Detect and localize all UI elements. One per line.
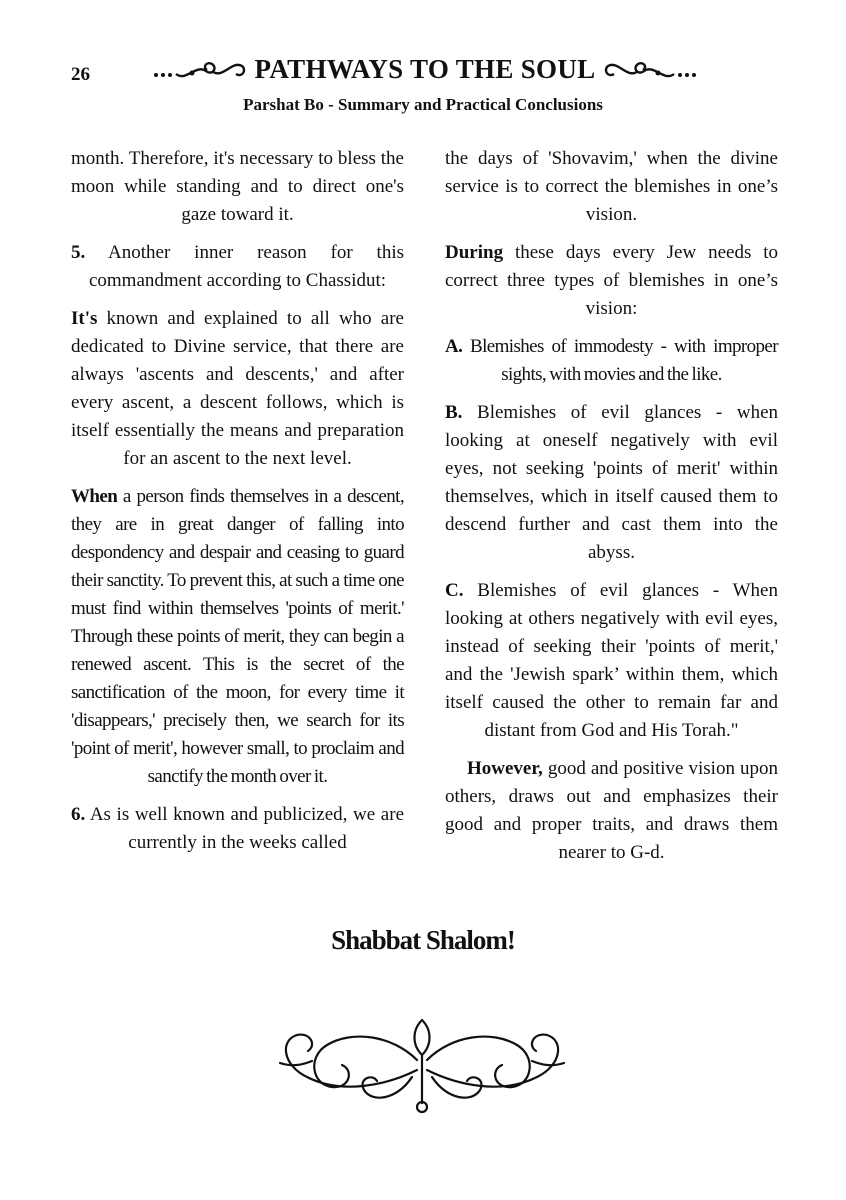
paragraph-text: As is well known and publicized, we are currently in the weeks called xyxy=(85,804,404,853)
left-column xyxy=(71,145,404,867)
paragraph xyxy=(445,577,778,745)
paragraph-lead: When xyxy=(71,486,118,507)
paragraph-lead: 6. xyxy=(71,804,86,825)
closing-greeting: Shabbat Shalom! xyxy=(331,925,515,955)
flourish-right-icon xyxy=(603,54,698,84)
paragraph-text: month. Therefore, it's necessary to bless the moon while standing and to direct one's gaze toward it. xyxy=(71,148,404,225)
paragraph-lead: B. xyxy=(445,402,463,423)
paragraph xyxy=(445,333,778,389)
paragraph xyxy=(445,239,778,323)
paragraph-lead: During xyxy=(445,242,504,263)
paragraph-lead: It's xyxy=(71,308,98,329)
scroll-ornament-icon xyxy=(272,1015,572,1115)
paragraph xyxy=(71,305,404,473)
paragraph-text: known and explained to all who are dedicated to Divine service, that there are always 'ascents and descents,' and after every ascent, a descent follows, which is itself essentially the means and preparation for an ascent to the next level. xyxy=(71,308,404,469)
flourish-left-icon xyxy=(152,54,247,84)
paragraph-lead: 5. xyxy=(71,242,86,263)
paragraph-text: a person finds themselves in a descent, they are in great danger of falling into despondency and despair and ceasing to guard their sanctity. To prevent this, at such a time one must find within themselves 'points of merit.' Through these points of merit, they can begin a renewed ascent. This is the secret of the sanctification of the moon, for every time it 'disappears,' precisely then, we search for its 'point of merit', however small, to proclaim and sanctify the month over it. xyxy=(71,486,404,787)
paragraph-text: good and positive vision upon others, draws out and emphasizes their good and proper traits, and draws them nearer to G-d. xyxy=(445,758,778,863)
paragraph xyxy=(71,483,404,791)
page-number: 26 xyxy=(71,64,90,85)
title-bar xyxy=(130,50,720,88)
paragraph-text: the days of 'Shovavim,' when the divine service is to correct the blemishes in one’s vision. xyxy=(445,148,778,225)
paragraph-text: Blemishes of evil glances - when looking at oneself negatively with evil eyes, not seeking 'points of merit' within themselves, which in itself caused them to descend further and cast them into the abyss. xyxy=(445,402,778,563)
page-header xyxy=(0,50,846,90)
right-column xyxy=(445,145,778,877)
page-subtitle: Parshat Bo - Summary and Practical Conclusions xyxy=(243,95,603,114)
paragraph xyxy=(71,145,404,229)
paragraph-text: Blemishes of evil glances - When looking at others negatively with evil eyes, instead of seeking their 'points of merit,' and the 'Jewish spark’ within them, which itself caused the other to remain far and distant from God and His Torah." xyxy=(445,580,778,741)
page-title: PATHWAYS TO THE SOUL xyxy=(254,53,596,84)
paragraph xyxy=(445,755,778,867)
paragraph xyxy=(445,145,778,229)
paragraph-text: Another inner reason for this commandment according to Chassidut: xyxy=(85,242,404,291)
paragraph-lead: C. xyxy=(445,580,464,601)
paragraph xyxy=(445,399,778,567)
paragraph-lead: A. xyxy=(445,336,463,357)
paragraph-text: these days every Jew needs to correct three types of blemishes in one’s vision: xyxy=(445,242,778,319)
paragraph xyxy=(71,801,404,857)
paragraph-lead: However, xyxy=(467,758,543,779)
paragraph-text: Blemishes of immodesty - with improper sights, with movies and the like. xyxy=(462,336,778,385)
paragraph xyxy=(71,239,404,295)
